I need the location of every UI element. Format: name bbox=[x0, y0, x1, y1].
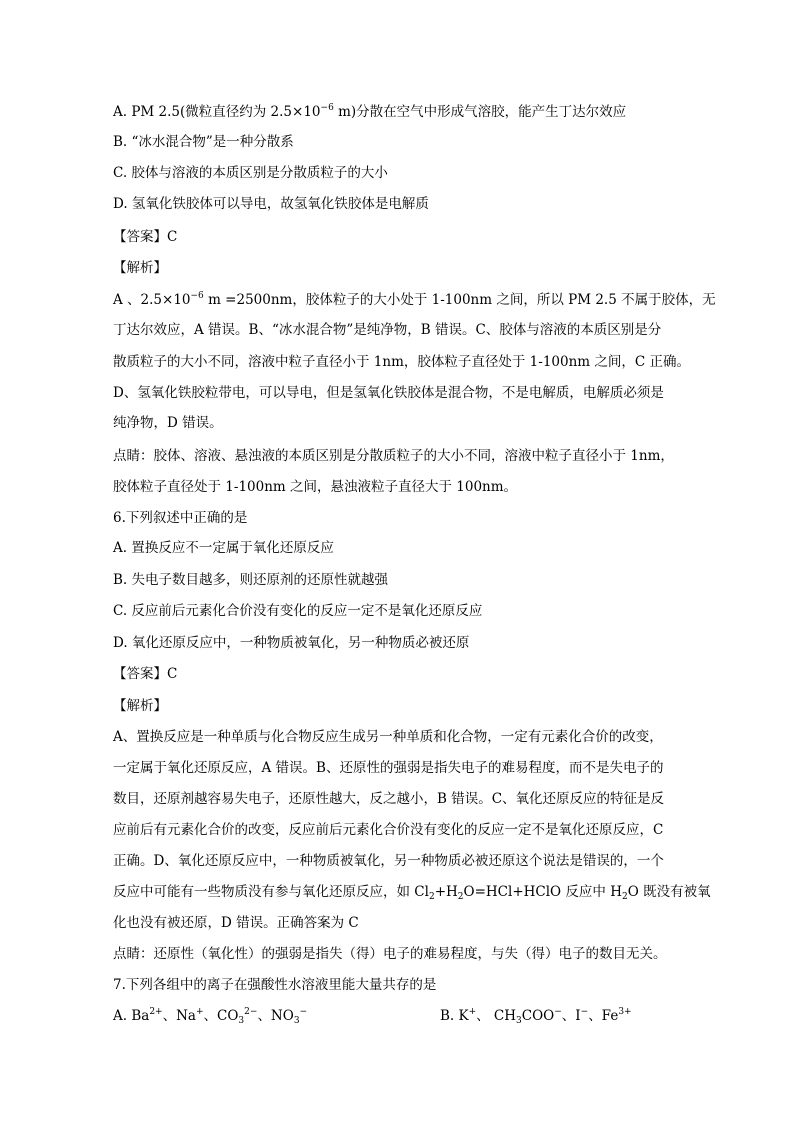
text-segment: O 既没有被氧 bbox=[627, 884, 711, 900]
text-line bbox=[113, 1007, 307, 1025]
text-line bbox=[113, 384, 664, 402]
subscript: 2 bbox=[621, 892, 628, 902]
subscript: 3 bbox=[293, 1016, 300, 1026]
superscript: − bbox=[299, 1007, 308, 1017]
text-segment: 正确。D、氧化还原反应中，一种物质被氧化，另一种物质必被还原这个说法是错误的，一个 bbox=[113, 853, 664, 869]
text-segment: 【答案】C bbox=[113, 229, 178, 245]
text-line bbox=[113, 914, 359, 932]
text-segment: m =2500nm，胶体粒子的大小处于 1-100nm 之间，所以 PM 2.5 不属于胶体，无 bbox=[203, 292, 716, 308]
text-segment: 、Na bbox=[162, 1008, 196, 1024]
text-segment: C. 胶体与溶液的本质区别是分散质粒子的大小 bbox=[113, 165, 388, 181]
text-segment: A、置换反应是一种单质与化合物反应生成另一种单质和化合物，一定有元素化合价的改变， bbox=[113, 729, 663, 745]
text-segment: D. 氧化还原反应中，一种物质被氧化，另一种物质必被还原 bbox=[113, 635, 470, 651]
text-line bbox=[113, 164, 388, 182]
text-line bbox=[113, 945, 667, 963]
text-line bbox=[113, 821, 663, 839]
subscript: 2 bbox=[457, 892, 464, 902]
text-line bbox=[113, 697, 167, 715]
text-segment: +H bbox=[434, 884, 458, 900]
superscript: − bbox=[554, 1007, 562, 1017]
text-segment: O=HCl+HClO 反应中 H bbox=[463, 884, 622, 900]
text-segment: 纯净物，D 错误。 bbox=[113, 415, 223, 431]
text-line bbox=[113, 790, 664, 808]
text-line bbox=[113, 133, 294, 151]
text-segment: 、Fe bbox=[588, 1008, 619, 1024]
superscript: 2− bbox=[244, 1007, 258, 1017]
text-line bbox=[113, 447, 674, 465]
text-line bbox=[113, 852, 664, 870]
text-segment: 散质粒子的大小不同，溶液中粒子直径小于 1nm，胶体粒子直径处于 1-100nm 之间，C 正确。 bbox=[113, 354, 690, 370]
text-segment: 化也没有被还原，D 错误。正确答案为 C bbox=[113, 915, 359, 931]
text-line bbox=[113, 728, 663, 746]
text-line bbox=[113, 602, 482, 620]
text-line bbox=[113, 759, 663, 777]
text-line bbox=[113, 353, 690, 371]
text-line bbox=[113, 634, 469, 652]
text-segment: 7.下列各组中的离子在强酸性水溶液里能大量共存的是 bbox=[113, 977, 437, 993]
text-segment: A. 置换反应不一定属于氧化还原反应 bbox=[113, 540, 334, 556]
text-segment: 、I bbox=[561, 1008, 581, 1024]
text-segment: 、NO bbox=[257, 1008, 294, 1024]
text-line bbox=[113, 228, 177, 246]
text-segment: 胶体粒子直径处于 1-100nm 之间，悬浊液粒子直径大于 100nm。 bbox=[113, 479, 518, 495]
text-segment: 一定属于氧化还原反应，A 错误。B、还原性的强弱是指失电子的难易程度，而不是失电子的 bbox=[113, 760, 664, 776]
subscript: 3 bbox=[516, 1016, 522, 1026]
text-segment: 【答案】C bbox=[113, 666, 178, 682]
text-segment: 反应中可能有一些物质没有参与氧化还原反应，如 Cl bbox=[113, 884, 429, 900]
text-segment: 丁达尔效应，A 错误。B、“冰水混合物”是纯净物，B 错误。C、胶体与溶液的本质区别是分 bbox=[113, 322, 662, 338]
text-segment: C. 反应前后元素化合价没有变化的反应一定不是氧化还原反应 bbox=[113, 603, 483, 619]
option-b bbox=[440, 1007, 632, 1025]
text-line bbox=[113, 883, 711, 901]
text-line bbox=[113, 976, 436, 994]
text-segment: A. Ba bbox=[113, 1008, 150, 1024]
superscript: − bbox=[580, 1007, 589, 1017]
text-segment: 【解析】 bbox=[113, 260, 167, 276]
text-segment: 数目，还原剂越容易失电子，还原性越大，反之越小，B 错误。C、氧化还原反应的特征是反 bbox=[113, 791, 665, 807]
text-segment: 【解析】 bbox=[113, 698, 167, 714]
text-segment: 6.下列叙述中正确的是 bbox=[113, 510, 248, 526]
text-segment: B. K bbox=[440, 1008, 469, 1024]
text-segment: D、氢氧化铁胶粒带电，可以导电，但是氢氧化铁胶体是混合物，不是电解质，电解质必须是 bbox=[113, 385, 664, 401]
text-segment: 、CO bbox=[203, 1008, 239, 1024]
text-segment: 点睛：胶体、溶液、悬浊液的本质区别是分散质粒子的大小不同，溶液中粒子直径小于 1nm， bbox=[113, 448, 674, 464]
superscript: + bbox=[195, 1007, 204, 1017]
text-line bbox=[113, 103, 626, 121]
text-line bbox=[113, 291, 716, 309]
text-line bbox=[113, 478, 517, 496]
superscript: 3+ bbox=[618, 1007, 632, 1017]
text-segment: 点睛：还原性（氧化性）的强弱是指失（得）电子的难易程度，与失（得）电子的数目无关。 bbox=[113, 946, 667, 962]
superscript: −6 bbox=[320, 103, 334, 113]
text-line bbox=[113, 665, 177, 683]
text-segment: B. 失电子数目越多，则还原剂的还原性就越强 bbox=[113, 572, 389, 588]
text-line bbox=[113, 195, 429, 213]
text-segment: A 、2.5×10 bbox=[113, 292, 191, 308]
text-line bbox=[113, 321, 661, 339]
superscript: −6 bbox=[190, 291, 204, 301]
text-line bbox=[113, 509, 247, 527]
superscript: 2+ bbox=[149, 1007, 163, 1017]
text-segment: B. “冰水混合物”是一种分散系 bbox=[113, 134, 294, 150]
text-segment: A. PM 2.5(微粒直径约为 2.5×10 bbox=[113, 104, 321, 120]
text-line bbox=[113, 539, 334, 557]
text-line bbox=[113, 571, 388, 589]
text-segment: 、 CH bbox=[476, 1008, 517, 1024]
text-segment: D. 氢氧化铁胶体可以导电，故氢氧化铁胶体是电解质 bbox=[113, 196, 429, 212]
text-segment: COO bbox=[521, 1008, 555, 1024]
text-line bbox=[113, 259, 167, 277]
text-line bbox=[113, 414, 223, 432]
subscript: 3 bbox=[238, 1016, 245, 1026]
superscript: + bbox=[468, 1007, 477, 1017]
text-segment: m)分散在空气中形成气溶胶，能产生丁达尔效应 bbox=[333, 104, 627, 120]
text-segment: 应前后有元素化合价的改变，反应前后元素化合价没有变化的反应一定不是氧化还原反应，C bbox=[113, 822, 664, 838]
subscript: 2 bbox=[428, 892, 435, 902]
